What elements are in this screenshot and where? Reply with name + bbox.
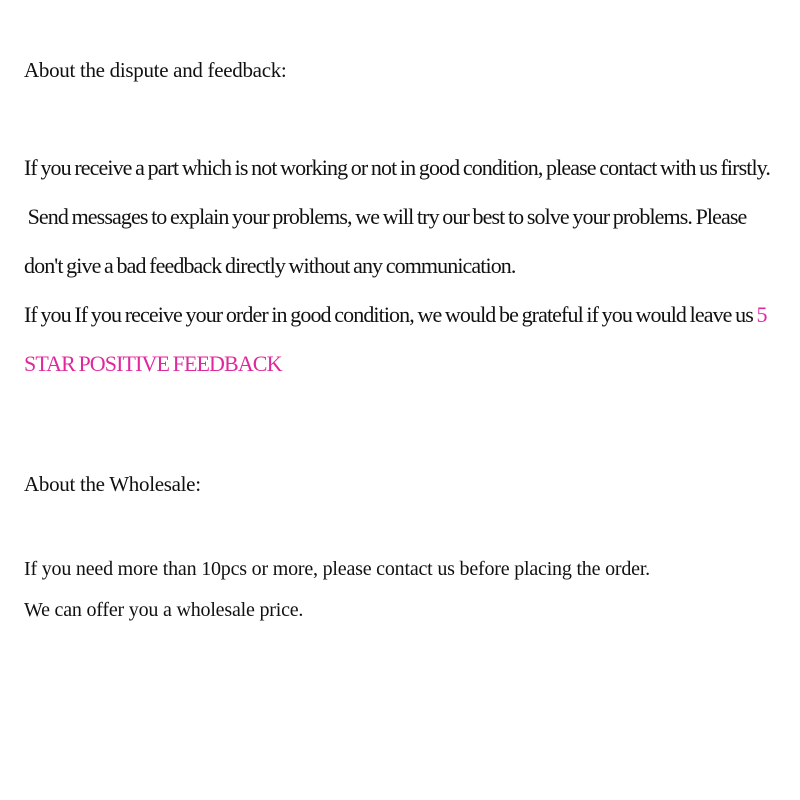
dispute-line-2: Send messages to explain your problems, we will try our best to solve your problems. Please [24, 204, 747, 229]
wholesale-heading: About the Wholesale: [24, 472, 201, 496]
dispute-line-4-text: If you If you receive your order in good condition, we would be grateful if you would leave us [24, 302, 757, 327]
dispute-line-4 [24, 304, 767, 326]
dispute-line-1: If you receive a part which is not working or not in good condition, please contact with us firstly. [24, 155, 770, 180]
wholesale-line-1: If you need more than 10pcs or more, please contact us before placing the order. [24, 558, 650, 580]
dispute-heading: About the dispute and feedback: [24, 58, 287, 82]
wholesale-line-2: We can offer you a wholesale price. [24, 599, 304, 621]
star-positive-feedback: STAR POSITIVE FEEDBACK [24, 351, 282, 376]
five-star-number: 5 [756, 302, 767, 327]
dispute-line-3: don't give a bad feedback directly without any communication. [24, 253, 516, 278]
